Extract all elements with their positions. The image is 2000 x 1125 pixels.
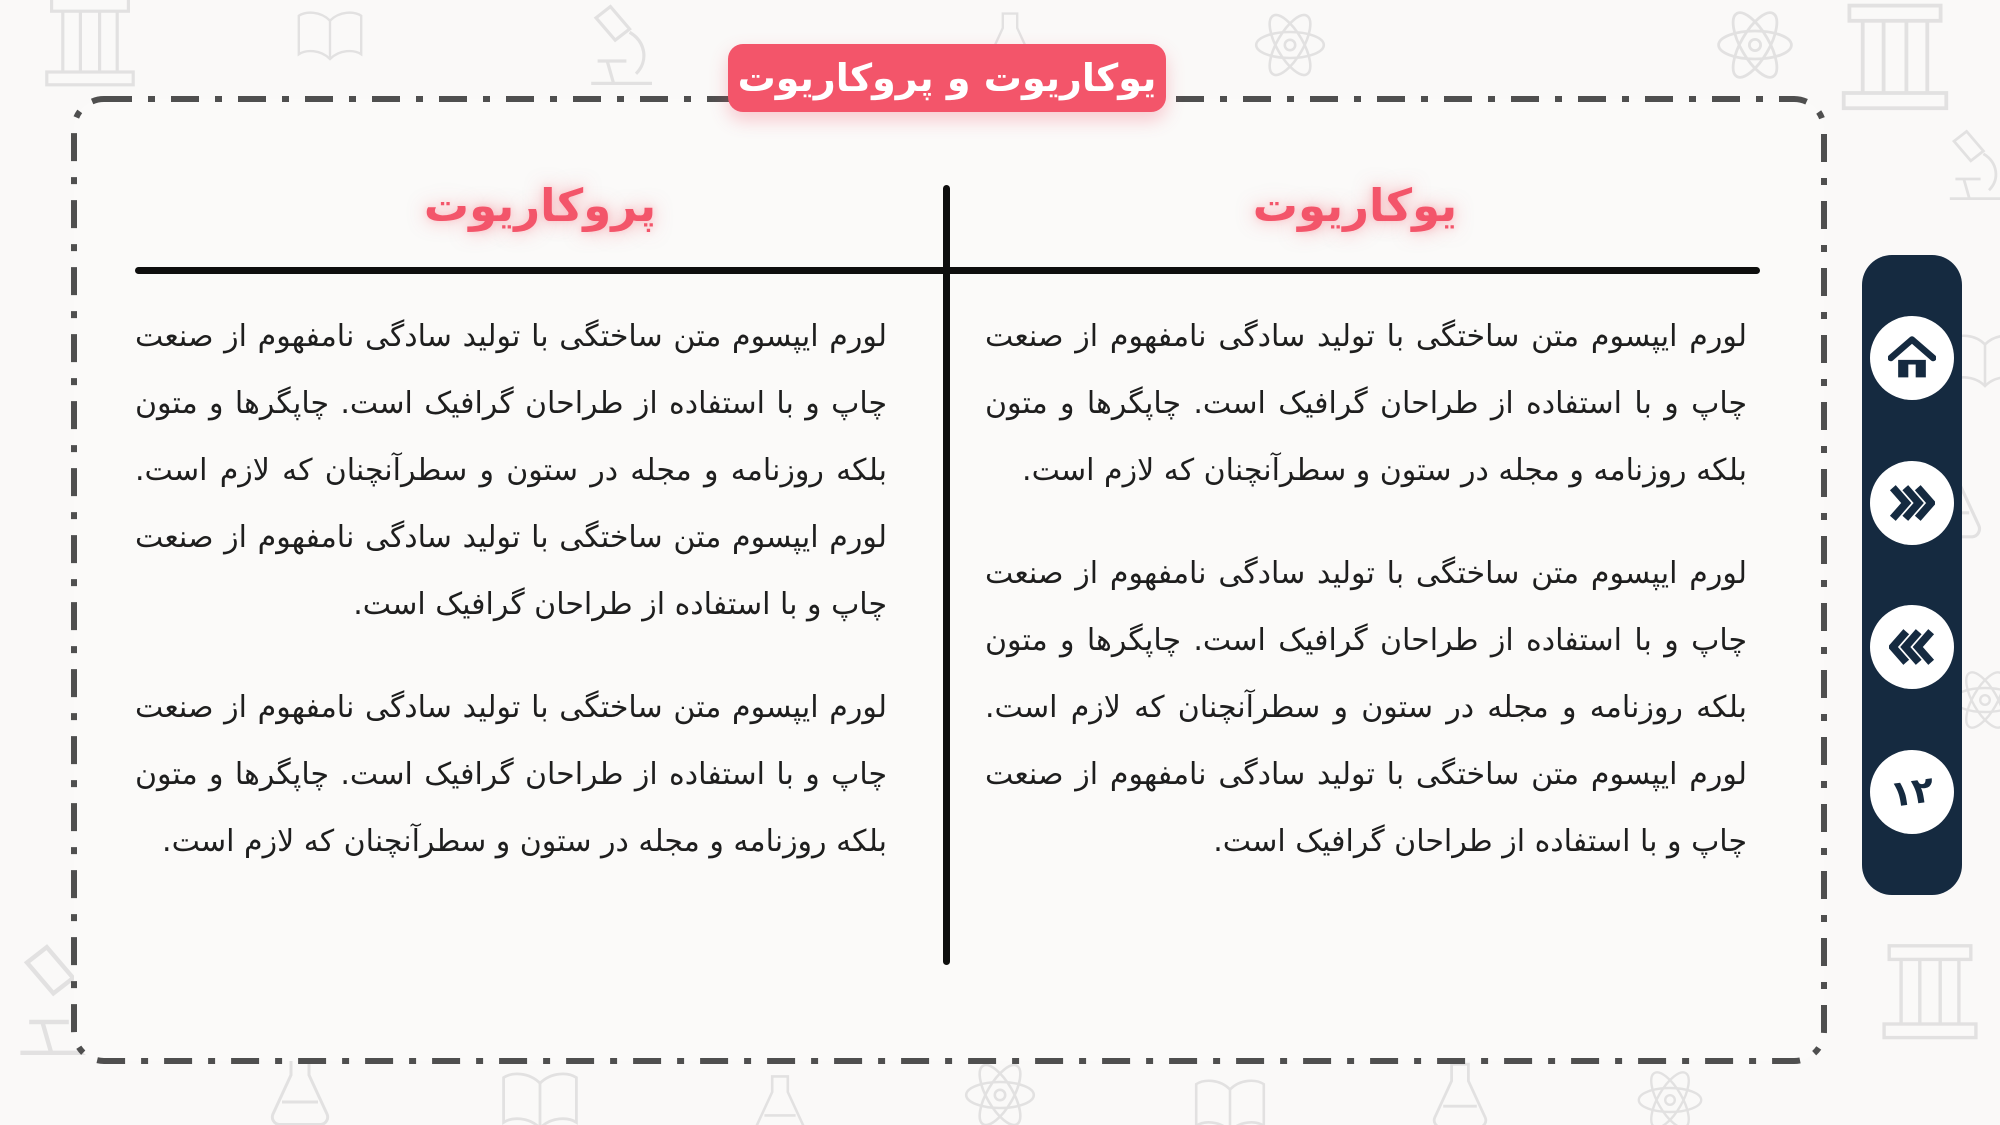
navigation-sidebar xyxy=(1862,255,1962,895)
doodle-book-icon xyxy=(1196,1081,1264,1125)
page-number: ۱۲ xyxy=(1887,768,1937,816)
paragraph: لورم ایپسوم متن ساختگی با تولید سادگی نامفهوم از صنعت چاپ و با استفاده از طراحان گرافیک است. چاپگرها و متون بلکه روزنامه و مجله در ستون و سطرآنچنان که لازم است. xyxy=(985,319,1747,488)
doodle-flask-icon xyxy=(756,1076,804,1125)
doodle-book-icon xyxy=(504,1074,577,1125)
doodle-atom-icon xyxy=(1719,6,1792,83)
prokaryote-text-column xyxy=(135,303,887,911)
heading-eukaryote: یوکاریوت xyxy=(1252,178,1458,232)
doodle-flask-icon xyxy=(1434,1064,1486,1125)
doodle-book-icon xyxy=(299,13,361,59)
eukaryote-text-column xyxy=(985,303,1747,911)
doodle-temple-icon xyxy=(47,0,133,85)
chevrons-right-icon xyxy=(1889,484,1935,522)
doodle-atom-icon xyxy=(1639,1067,1701,1125)
column-divider xyxy=(943,185,950,965)
slide-title: یوکاریوت و پروکاریوت xyxy=(737,56,1157,100)
doodle-atom-icon xyxy=(1256,9,1324,81)
doodle-microscope-icon xyxy=(1950,131,2000,198)
slide-frame xyxy=(70,95,1828,1065)
slide-title-badge xyxy=(728,44,1166,112)
nav-back-button[interactable] xyxy=(1870,605,1954,689)
home-button[interactable] xyxy=(1870,316,1954,400)
chevrons-left-icon xyxy=(1889,628,1935,666)
doodle-temple-icon xyxy=(1884,946,1976,1038)
doodle-microscope-icon xyxy=(591,7,652,84)
doodle-flask-icon xyxy=(272,1057,327,1125)
heading-prokaryote: پروکاریوت xyxy=(423,178,657,232)
nav-forward-button[interactable] xyxy=(1870,461,1954,545)
paragraph: لورم ایپسوم متن ساختگی با تولید سادگی نامفهوم از صنعت چاپ و با استفاده از طراحان گرافیک است. چاپگرها و متون بلکه روزنامه و مجله در ستون و سطرآنچنان که لازم است. لورم ایپسوم متن ساختگی با تولید سادگی نامفهوم از صنعت چاپ و با استفاده از طراحان گرافیک است. xyxy=(985,556,1747,859)
doodle-temple-icon xyxy=(1844,6,1947,109)
home-icon xyxy=(1888,334,1936,382)
paragraph: لورم ایپسوم متن ساختگی با تولید سادگی نامفهوم از صنعت چاپ و با استفاده از طراحان گرافیک است. چاپگرها و متون بلکه روزنامه و مجله در ستون و سطرآنچنان که لازم است. لورم ایپسوم متن ساختگی با تولید سادگی نامفهوم از صنعت چاپ و با استفاده از طراحان گرافیک است. xyxy=(135,319,887,622)
paragraph: لورم ایپسوم متن ساختگی با تولید سادگی نامفهوم از صنعت چاپ و با استفاده از طراحان گرافیک است. چاپگرها و متون بلکه روزنامه و مجله در ستون و سطرآنچنان که لازم است. xyxy=(135,690,887,859)
doodle-atom-icon xyxy=(966,1059,1034,1125)
page-indicator xyxy=(1870,750,1954,834)
